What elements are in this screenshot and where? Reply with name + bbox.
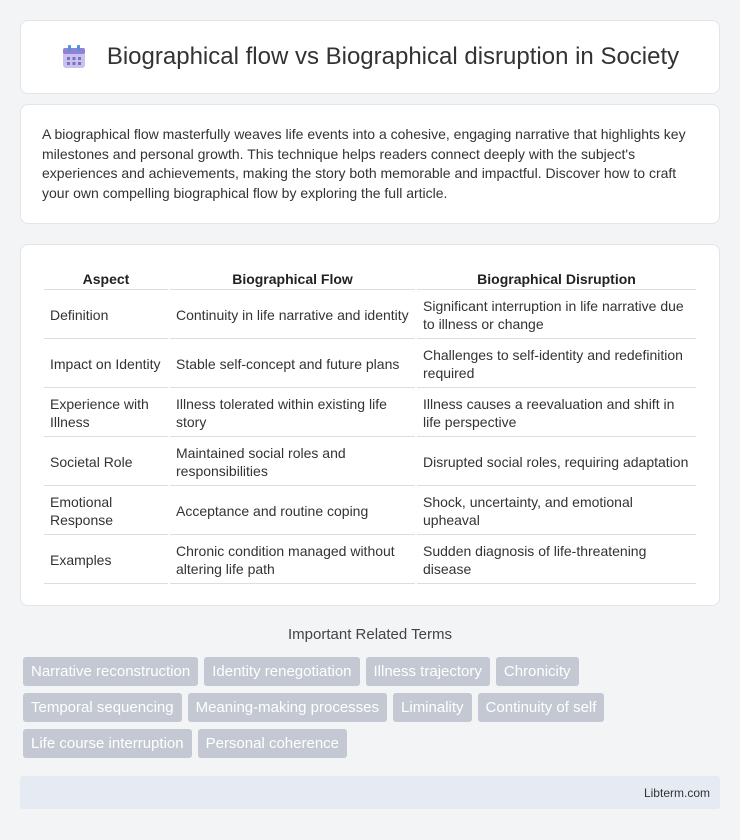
column-header-aspect: Aspect: [44, 267, 168, 290]
comparison-table: [42, 265, 698, 586]
related-terms-title: Important Related Terms: [288, 626, 452, 643]
row-aspect: Emotional Response: [44, 488, 168, 535]
tag-illness-trajectory[interactable]: Illness trajectory: [366, 657, 490, 686]
row-aspect: Examples: [44, 537, 168, 584]
page-title: Biographical flow vs Biographical disruption in Society: [106, 43, 680, 70]
tag-life-course-interruption[interactable]: Life course interruption: [23, 729, 192, 758]
intro-card: [20, 104, 720, 224]
row-flow: Maintained social roles and responsibilities: [170, 439, 415, 486]
footer-site-link[interactable]: Libterm.com: [643, 786, 710, 800]
tag-chronicity[interactable]: Chronicity: [496, 657, 579, 686]
row-aspect: Societal Role: [44, 439, 168, 486]
title-card: [20, 20, 720, 94]
tag-liminality[interactable]: Liminality: [393, 693, 472, 722]
table-row: [44, 390, 696, 437]
row-disruption: Shock, uncertainty, and emotional upheaval: [417, 488, 696, 535]
row-flow: Acceptance and routine coping: [170, 488, 415, 535]
row-flow: Continuity in life narrative and identity: [170, 292, 415, 339]
intro-text: A biographical flow masterfully weaves life events into a cohesive, engaging narrative that highlights key milestones and personal growth. This technique helps readers connect deeply with the subject's experiences and achievements, making the story both memorable and impactful. Discover how to craft your own compelling biographical flow by exploring the full article.: [42, 126, 686, 201]
row-disruption: Challenges to self-identity and redefinition required: [417, 341, 696, 388]
tag-meaning-making-processes[interactable]: Meaning-making processes: [188, 693, 387, 722]
row-aspect: Impact on Identity: [44, 341, 168, 388]
row-flow: Illness tolerated within existing life story: [170, 390, 415, 437]
row-disruption: Illness causes a reevaluation and shift in life perspective: [417, 390, 696, 437]
row-disruption: Significant interruption in life narrative due to illness or change: [417, 292, 696, 339]
tag-narrative-reconstruction[interactable]: Narrative reconstruction: [23, 657, 198, 686]
calendar-icon: [61, 44, 87, 70]
row-aspect: Experience with Illness: [44, 390, 168, 437]
row-flow: Chronic condition managed without altering life path: [170, 537, 415, 584]
row-disruption: Disrupted social roles, requiring adaptation: [417, 439, 696, 486]
tag-continuity-of-self[interactable]: Continuity of self: [478, 693, 605, 722]
related-terms-section: [20, 626, 720, 758]
related-terms-tags: [20, 657, 720, 758]
table-row: [44, 341, 696, 388]
column-header-flow: Biographical Flow: [170, 267, 415, 290]
row-disruption: Sudden diagnosis of life-threatening disease: [417, 537, 696, 584]
row-aspect: Definition: [44, 292, 168, 339]
column-header-disruption: Biographical Disruption: [417, 267, 696, 290]
row-flow: Stable self-concept and future plans: [170, 341, 415, 388]
table-row: [44, 292, 696, 339]
table-header-row: [44, 267, 696, 290]
footer: [20, 776, 720, 809]
table-row: [44, 537, 696, 584]
tag-identity-renegotiation[interactable]: Identity renegotiation: [204, 657, 359, 686]
comparison-card: [20, 244, 720, 606]
table-row: [44, 488, 696, 535]
tag-temporal-sequencing[interactable]: Temporal sequencing: [23, 693, 182, 722]
tag-personal-coherence[interactable]: Personal coherence: [198, 729, 347, 758]
table-row: [44, 439, 696, 486]
